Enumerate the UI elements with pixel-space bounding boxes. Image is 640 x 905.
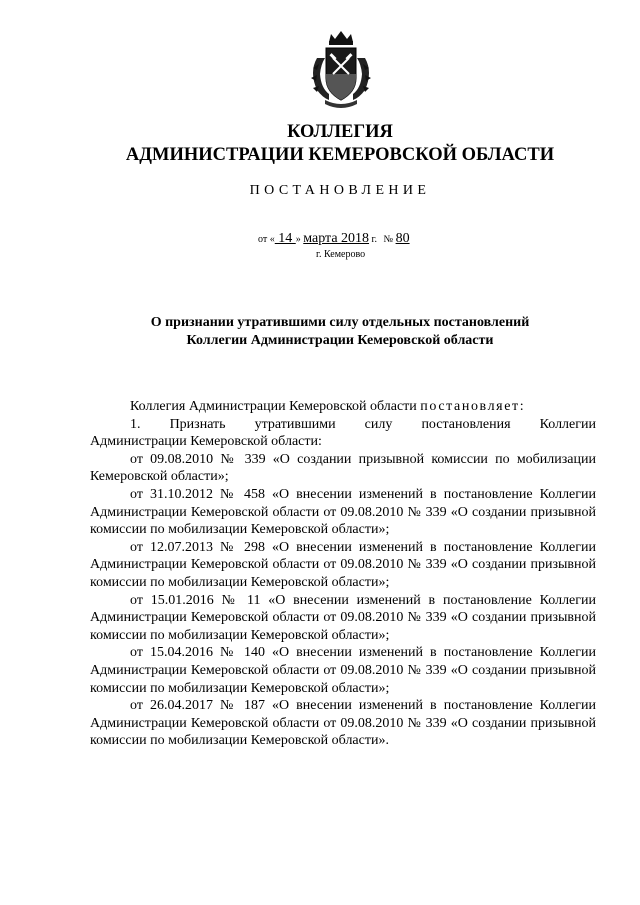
date-prefix: от « xyxy=(258,234,275,245)
date-day: 14 xyxy=(274,231,296,246)
intro-verb: постановляет: xyxy=(420,399,526,414)
list-item: от 09.08.2010 № 339 «О создании призывной комиссии по мобилизации Кемеровской области»; xyxy=(90,451,596,485)
document-body xyxy=(90,398,596,750)
org-title-line1: КОЛЛЕГИЯ xyxy=(287,122,393,142)
point-1-word: Коллегии xyxy=(539,416,596,432)
coat-of-arms-icon xyxy=(299,28,383,112)
city: г. Кемерово xyxy=(316,249,366,260)
subject-line1: О признании утратившими силу отдельных постановлений xyxy=(150,315,530,330)
point-1-word: Признать xyxy=(169,416,226,432)
date-mid: » xyxy=(295,234,304,245)
point-1-rest: Администрации Кемеровской области: xyxy=(90,434,322,450)
date-year-suffix: г. xyxy=(369,234,378,245)
document-type: ПОСТАНОВЛЕНИЕ xyxy=(249,183,431,198)
point-1-word: силу xyxy=(364,416,393,432)
intro-paragraph xyxy=(90,398,596,416)
date-number-line xyxy=(258,230,410,247)
intro-text: Коллегия Администрации Кемеровской области xyxy=(130,399,421,414)
list-item: от 26.04.2017 № 187 «О внесении изменений в постановление Коллегии Администрации Кемеровской области от 09.08.2010 № 339 «О создании призывной комиссии по мобилизации Кемеровской области». xyxy=(90,698,596,749)
list-item: от 15.04.2016 № 140 «О внесении изменений в постановление Коллегии Администрации Кемеровской области от 09.08.2010 № 339 «О создании призывной комиссии по мобилизации Кемеровской области»; xyxy=(90,645,596,696)
list-item: от 31.10.2012 № 458 «О внесении изменений в постановление Коллегии Администрации Кемеровской области от 09.08.2010 № 339 «О создании призывной комиссии по мобилизации Кемеровской области»; xyxy=(90,486,596,538)
point-1-word: 1. xyxy=(130,416,141,432)
list-item: от 15.01.2016 № 11 «О внесении изменений в постановление Коллегии Администрации Кемеровской области от 09.08.2010 № 339 «О создании призывной комиссии по мобилизации Кемеровской области»; xyxy=(90,592,596,643)
point-1-word: постановления xyxy=(421,416,511,432)
point-1-word: утратившими xyxy=(254,416,336,432)
list-item: от 12.07.2013 № 298 «О внесении изменений в постановление Коллегии Администрации Кемеровской области от 09.08.2010 № 339 «О создании призывной комиссии по мобилизации Кемеровской области»; xyxy=(90,539,596,590)
number-prefix: № xyxy=(383,234,396,245)
point-1-first-line xyxy=(90,416,596,434)
subject-line2: Коллегии Администрации Кемеровской области xyxy=(186,333,494,348)
org-title-line2: АДМИНИСТРАЦИИ КЕМЕРОВСКОЙ ОБЛАСТИ xyxy=(125,145,555,165)
document-number: 80 xyxy=(395,231,410,246)
date-month-year: марта 2018 xyxy=(303,231,370,246)
